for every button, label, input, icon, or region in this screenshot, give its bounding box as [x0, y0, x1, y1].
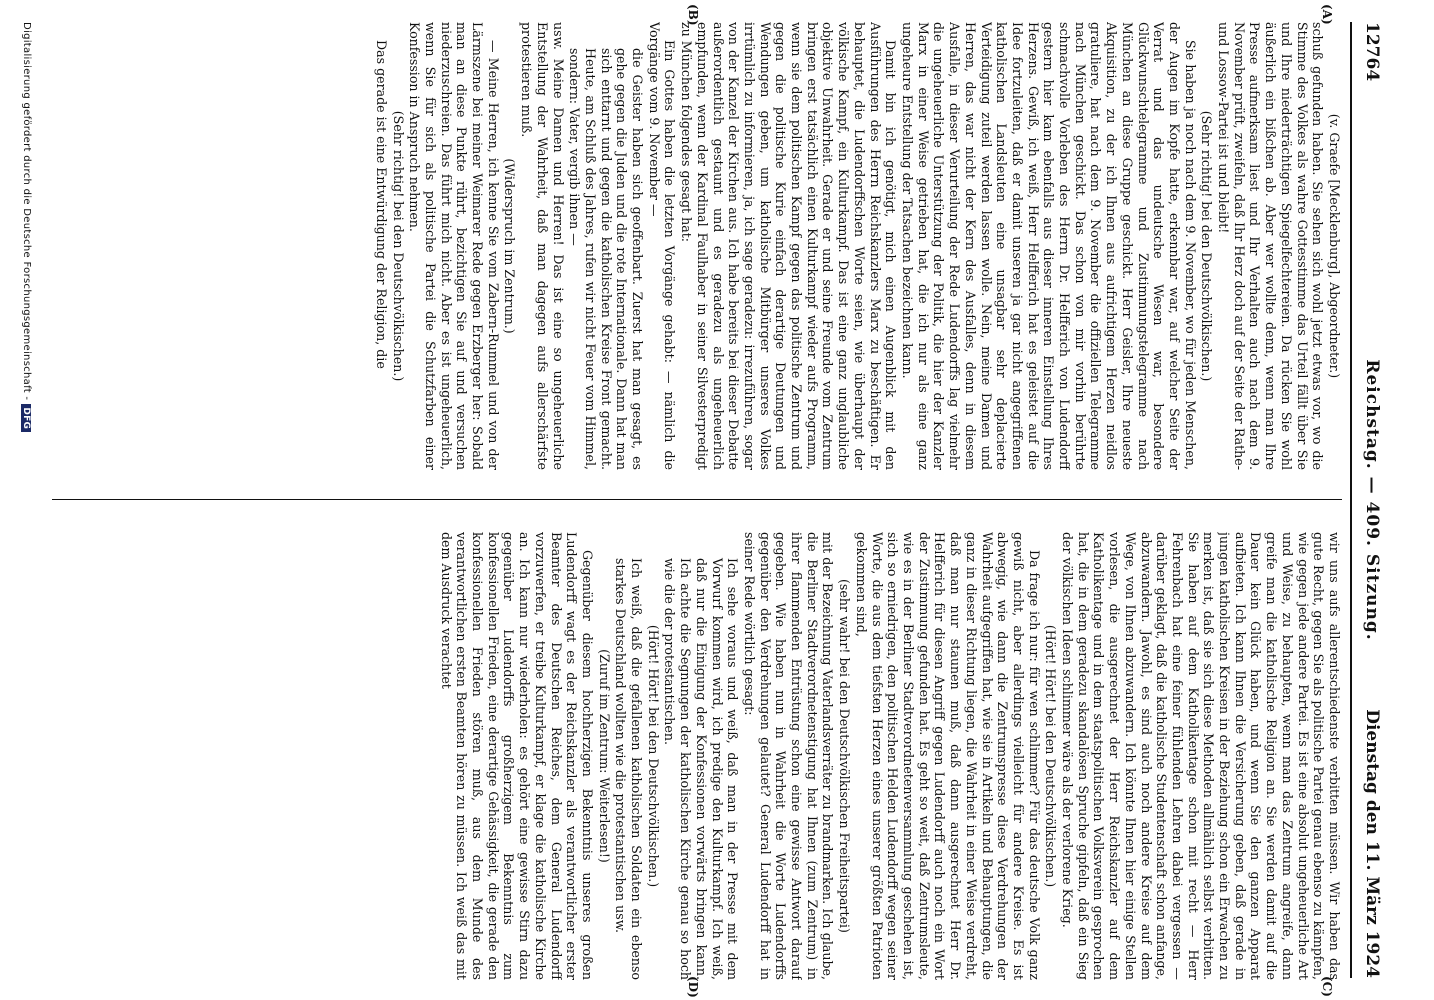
- paragraph: — Meine Herren, ich kenne Sie vom Zabern-Rummel und von der Lärmszene bei meiner Weimarer Rede gegen Erzberger her: Sobald man an diese Punkte rührt, bezichtigen Sie auf und versuchen niederzuschreien. Das führt mich nicht. Aber es ist ungeheuerlich, wenn Sie für sich als politische Partei die Schutzfarben einer Konfession in Anspruch nehmen.: [407, 22, 501, 470]
- interjection: (Sehr richtig! bei den Deutschvölkischen.): [1199, 110, 1215, 382]
- paragraph: wir uns aufs allerentschiedenste verbitten müssen. Wir haben das gute Recht, gegen Sie als politische Partei genau ebenso zu kämpfen, wie gegen jede andere Partei. Es ist eine absolut ungeheuerliche Art und Weise, zu behaupten, wenn man das Zentrum angreife, dann greife man die katholische Religion an. Sie werden damit auf die Dauer kein Glück haben, und wenn Sie den ganzen Apparat aufbieten. Ich kann Ihnen die Versicherung geben, daß gerade in jungen katholischen Kreisen in der Beziehung schon ein Erwachen zu merken ist, daß sie sich diese Methoden allmählich selbst verbitten. Sie haben auf dem Katholikentage schon mit recht — Herr Fehrenbach hat eine feiner fühlenden Lehren dabei vergessen — darüber geklagt, daß die katholische Studentenschaft schon anfange, abzuwandern. Jawohl, es sind auch noch andere Kreise auf dem Wege, von Ihnen abzuwandern. Ich könnte Ihnen hier einige Stellen vorlesen, die ausgerechnet der Herr Reichskanzler auf dem Katholikentage und in dem staatspolitischen Volksverein gesprochen hat, die in dem geradezu skandalösen Spruche gipfeln, daß ein Sieg der völkischen Ideen schlimmer wäre als der verlorene Krieg.: [1060, 532, 1342, 980]
- paragraph: Sie haben ja noch nach dem 9. November, wo für jeden Menschen, der Augen im Kopfe hatte, erkennbar war, auf welcher Seite der Verrat und das undeutsche Wesen war, besondere Glückwunschtelegramme und Zustimmungstelegramme nach München an diese Gruppe geschickt. Herr Geisler, Ihre neueste Akquisition, zu der ich Ihnen aus aufrichtigem Herzen neidlos gratuliere, hat nach dem 9. November die offiziellen Telegramme nach München geschickt. Das schon von mir vorhin berührte schmachvolle Vorleben des Herrn Dr. Helfferich von Ludendorff gestern hier kam ebenfalls aus dieser inneren Einstellung Ihres Herzens. Gewiß, ich weiß, Herr Helfferich hat es geleistet auf die Idee fortzuleiten, daß er damit unseren ja gar nicht angegriffenen katholischen Landsleuten eine unsagbar sehr deplacierte Verteidigung zuteil werden lassen wolle. Nein, meine Damen und Herren, das war nicht der Kern des Ausfalles, denn in diesem Ausfalle, in dieser Verurteilung der Rede Ludendorffs lag vielmehr die ungeheuerliche Unterstützung der Politik, die hier der Kanzler Marx in einer Weise getrieben hat, die ich nur als eine ganz ungeheure Entstellung der Tatsachen bezeichnen kann.: [900, 22, 1198, 470]
- margin-marker-a: (A): [1320, 4, 1334, 25]
- paragraph: Da frage ich nur: für wen schlimmer? Für das deutsche Volk ganz gewiß nicht, aber allerdings vielleicht für andere Kreise. Es ist abwegig, wie dann die Zentrumspresse diese Verdrehungen der Wahrheit aufgegriffen hat, wie sie in Artikeln und Behauptungen, die ganz in dieser Richtung liegen, die Wahrheit in einer Weise verdreht, daß man nur staunen muß, daß dann ausgerechnet Herr Dr. Helfferich für diesen Angriff gegen Ludendorff auch noch ein Wort der Zustimmung gefunden hat. Es geht so weit, daß Zentrumsleute, wie es in der Berliner Stadtverordnetenversammlung geschehen ist, sich so erniedrigen, den politischen Helden Ludendorff wegen seiner Worte, die aus dem tiefsten Herzen eines unserer größten Patrioten gekommen sind,: [853, 532, 1042, 980]
- right-column: [52, 532, 1342, 980]
- paragraph: mit der Bezeichnung Vaterlandsverräter zu brandmarken. Ich glaube, die Berliner Stadtverordnetenstigung hat Ihnen (zum Zentrum) in ihrer flammenden Entrüstung schon eine gewisse Antwort darauf gegeben. Wie haben nun in Wahrheit die Worte Ludendorffs gegenüber den Verdrehungen gelautet? General Ludendorff hat in seiner Rede wörtlich gesagt:: [741, 532, 836, 980]
- session-date: Dienstag den 11. März 1924: [1362, 709, 1382, 978]
- credit-text: Digitalisierung gefördert durch die Deutsche Forschungsgemeinschaft -: [21, 22, 32, 401]
- dfg-logo: DFG: [21, 404, 31, 432]
- left-column: [52, 22, 1342, 470]
- page-number: 12764: [1362, 22, 1382, 82]
- interjection: (Hört! Hört! bei den Deutschvölkischen.): [645, 624, 661, 888]
- margin-marker-d: (D): [686, 976, 700, 998]
- quote-paragraph: Ein Gottes haben die letzten Vorgänge gehabt: — nämlich die Vorgänge vom 9. November —: [646, 22, 678, 470]
- margin-marker-b: (B): [686, 4, 700, 26]
- interjection: (Widerspruch im Zentrum.): [502, 158, 518, 334]
- page-header: [1350, 22, 1382, 978]
- quote-paragraph: Ich weiß, daß die gefallenen katholischen Soldaten ein ebenso starkes Deutschland wollten wie die protestantischen usw.: [613, 558, 645, 980]
- interjection: (Sehr richtig! bei den Deutschvölkischen.): [390, 110, 406, 382]
- quote-paragraph: Ich sehe voraus und weiß, daß man in der Presse mit dem Vorwurf kommen wird, ich predige den Kulturkampf. Ich weiß, daß nur die Einigung der Konfessionen vorwärts bringen kann. Ich achte die Segnungen der katholischen Kirche genau so hoch wie die der protestantischen.: [662, 558, 741, 980]
- digitization-credit: [21, 22, 32, 432]
- paragraph: Damit bin ich genötigt, mich einen Augenblick mit den Ausführungen des Herrn Reichskanzlers Marx zu beschäftigen. Er behauptet, die Ludendorffschen Worte seien, wie überhaupt der völkische Kampf, ein Kulturkampf. Das ist eine ganz unglaubliche objektive Unwahrheit. Gerade er und seine Freunde vom Zentrum bringen erst tatsächlich einen Kulturkampf wieder aufs Programm, wenn sie dem politischen Kampf gegen das politische Zentrum und gegen die politische Kurie einfach derartige Deutungen und Wendungen geben, um katholische Mitbürger unseres Volkes irrtümlich zu informieren, ja, ich sage geradezu: irrezuführen, sogar von der Kanzel der Kirchen aus. Ich habe bereits bei dieser Debatte außerordentlich gestaunt und es geradezu als ungeheuerlich empfunden, wenn der Kardinal Faulhaber in seiner Silvesterpredigt zu München folgendes gesagt hat:: [679, 22, 899, 470]
- column-divider: [52, 499, 1342, 500]
- speaker-line: (v. Graefe [Mecklenburg], Abgeordneter.): [1327, 113, 1342, 379]
- paragraph: Gegenüber diesem hochherzigen Bekenntnis unseres großen Ludendorff wagt es der Reichskanzler als verantwortlicher erster Beamter des Deutschen Reiches, dem General Ludendorff vorzuwerfen, er treibe Kulturkampf, er klage die katholische Kirche an. Ich kann nur wiederholen: es gehört eine gewisse Stirn dazu gegenüber Ludendorffs großherzigem Bekenntnis zum konfessionellen Frieden, eine derartige Gehässigkeit, die gerade den konfessionellen Frieden stören muß, aus dem Munde des verantwortlichen ersten Beamten hören zu müssen. Ich weiß das mit dem Ausdruck verachtet: [438, 532, 595, 980]
- margin-marker-c: (C): [1320, 976, 1334, 997]
- paragraph: usw. Meine Damen und Herren! Das ist eine so ungeheuerliche Entstellung der Wahrheit, daß man dagegen aufs allerschärfste protestieren muß.: [519, 22, 566, 470]
- paragraph: Das gerade ist eine Entwürdigung der Religion, die: [373, 40, 389, 369]
- interjection: (Zuruf im Zentrum: Weiterlesen!): [596, 649, 612, 863]
- quote-paragraph: die Geister haben sich geoffenbart. Zuerst hat man gesagt, es gehe gegen die Juden und die rote Internationale. Dann hat man sich enttarnt und gegen die katholischen Kreise Front gemacht. Heute, am Schluß des Jahres, rufen wir nicht Feuer vom Himmel, sondern: Vater, vergib ihnen —: [567, 48, 646, 470]
- interjection: (sehr wahr! bei den Deutschvölkischen Freiheitspartei): [837, 579, 853, 933]
- paragraph: schuß gefunden haben. Sie sehen sich wohl jetzt etwas vor, wo die Stimme des Volkes als wahre Gottesstimme das Urteil fällt über Sie und Ihre niederträchtigen Spiegelfechtereien. Da rücken Sie wohl äußerlich ein bißchen ab. Aber wer wollte denn, wenn man Ihre Presse aufmerksam liest und Ihr Verhalten auch nach dem 9. November prüft, zweifeln, daß Ihr Herz doch auf der Seite der Rathe- und Lossow-Partei ist und bleibt!: [1216, 22, 1326, 470]
- session-title: Reichstag. — 409. Sitzung.: [1362, 359, 1382, 641]
- interjection: (Hört! Hört! bei den Deutschvölkischen.): [1043, 624, 1059, 888]
